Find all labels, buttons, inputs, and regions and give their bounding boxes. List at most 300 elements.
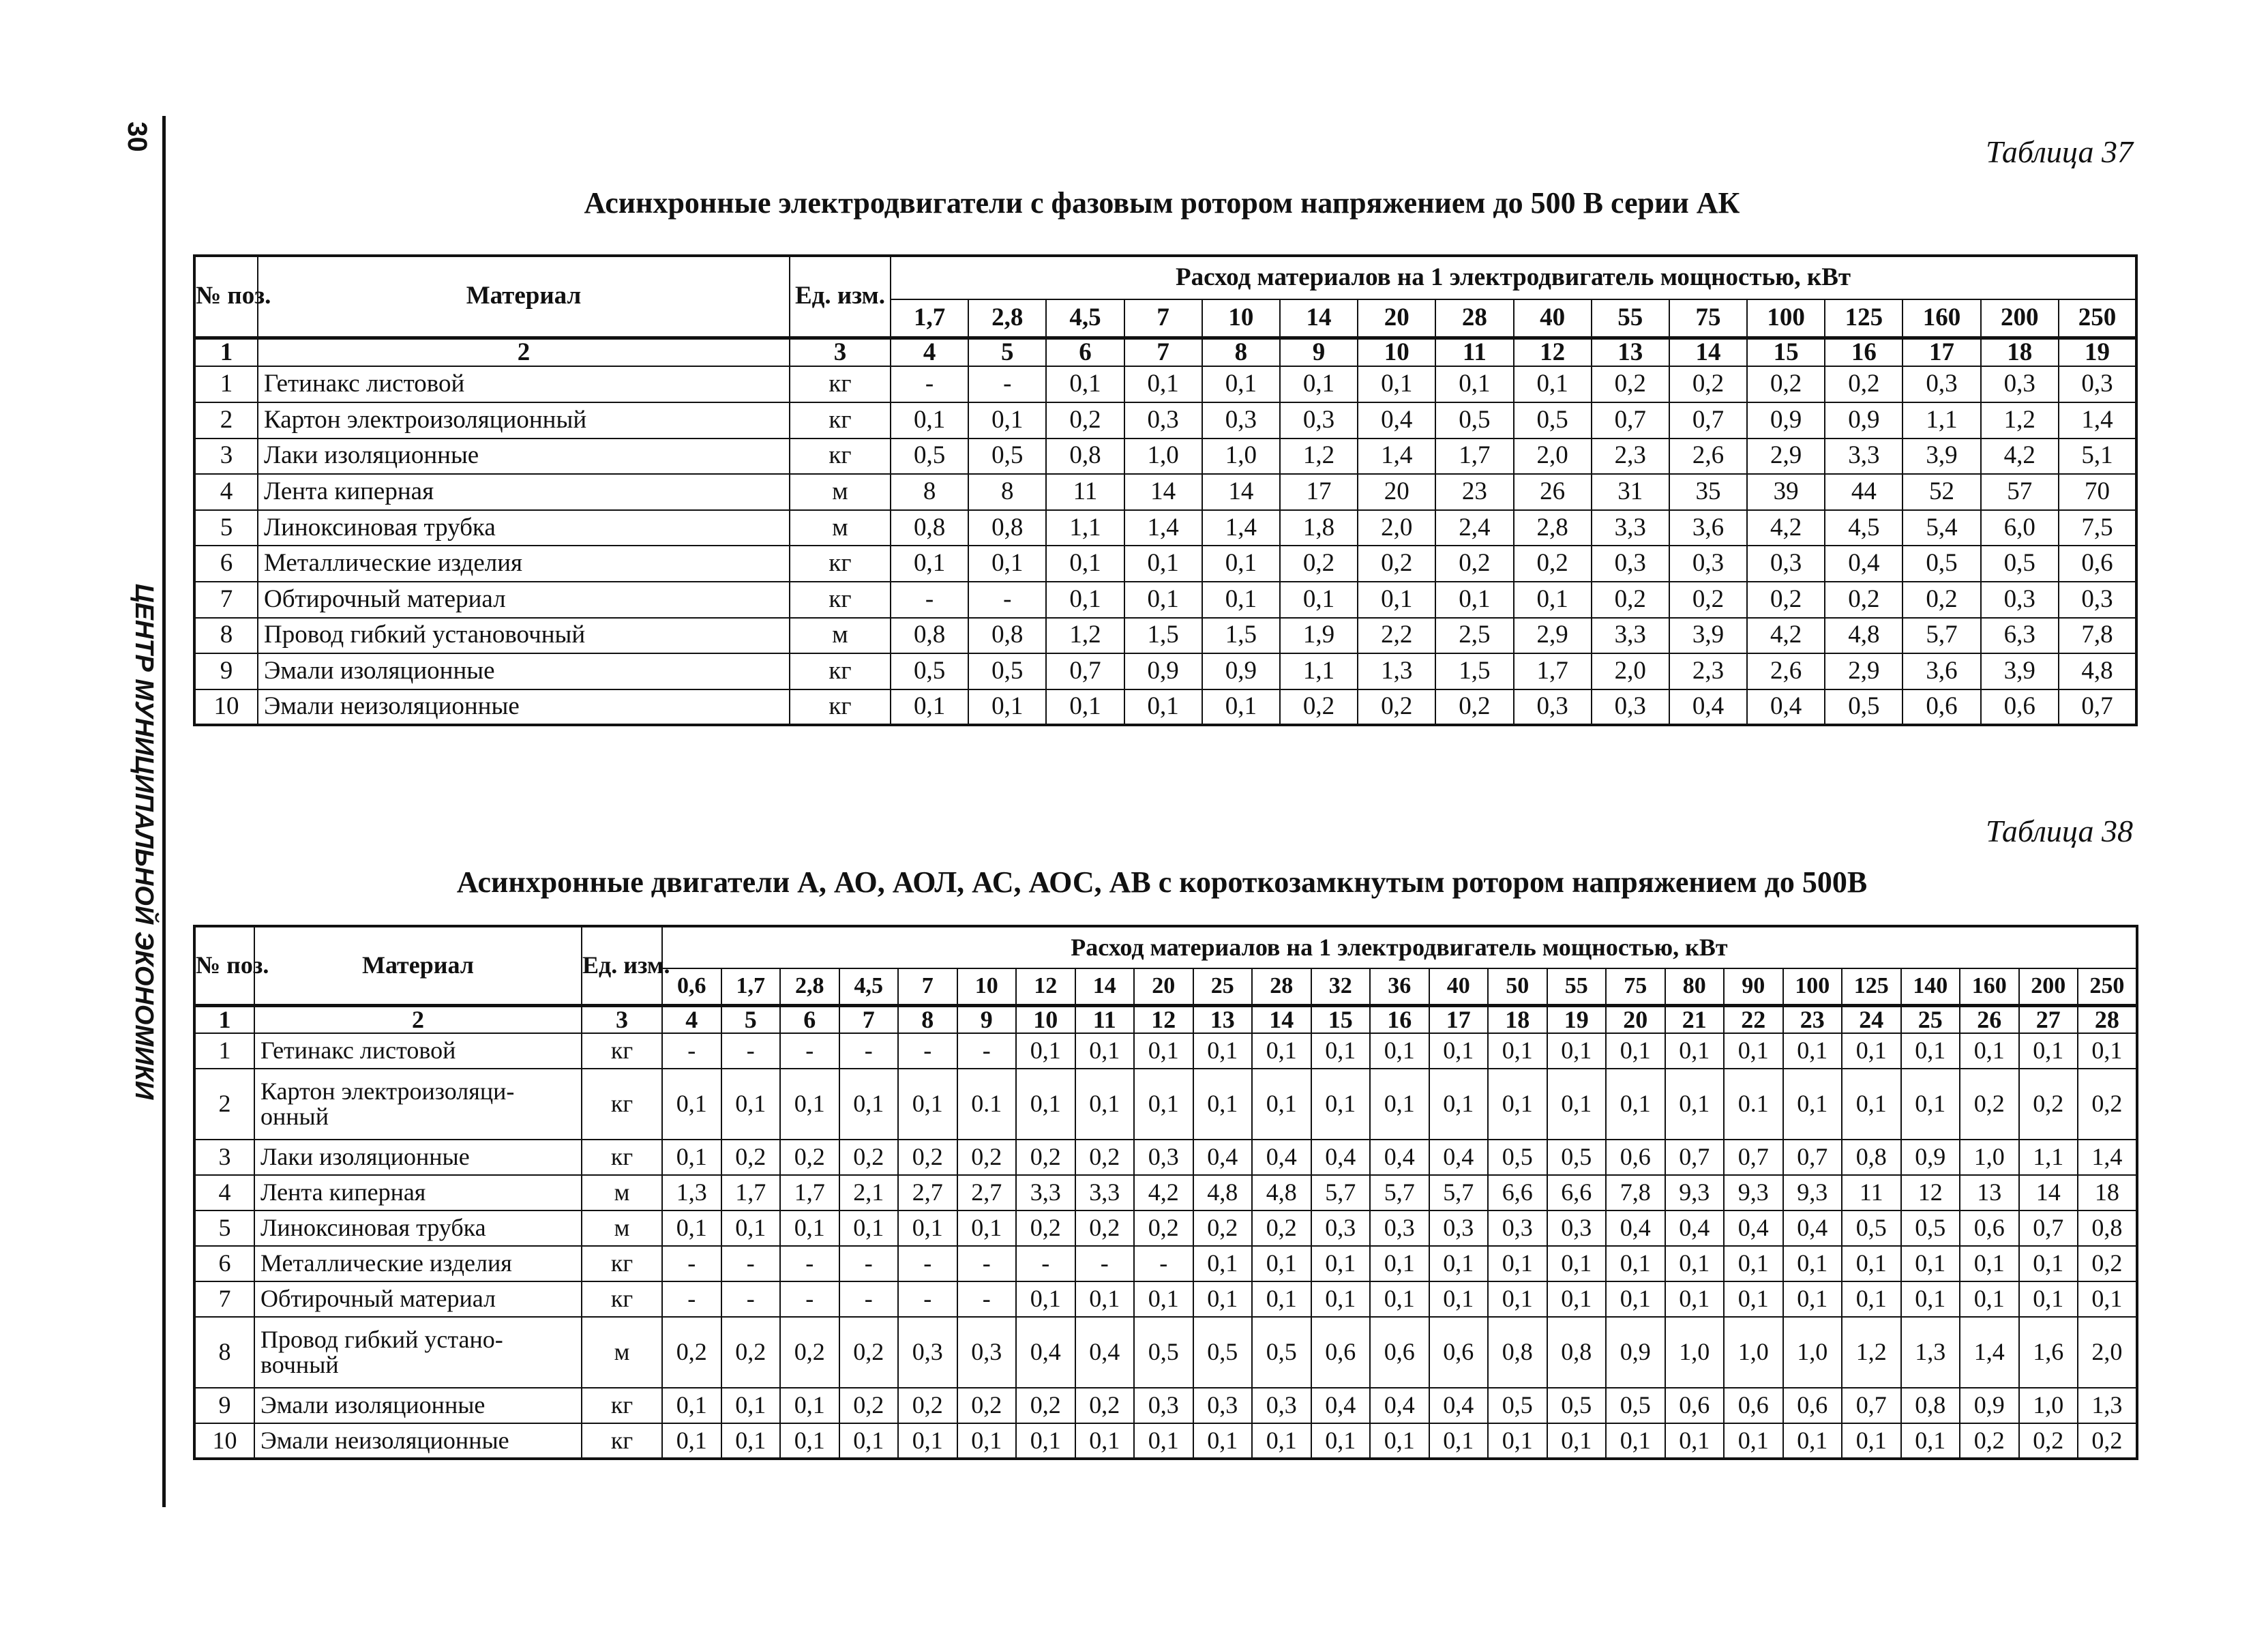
column-number-cell: 27 (2019, 1005, 2078, 1033)
value-cell: 0,2 (780, 1140, 839, 1175)
value-cell: 0,1 (1046, 582, 1124, 618)
value-cell: 0,1 (1488, 1069, 1547, 1140)
value-cell: 0,7 (1046, 653, 1124, 689)
column-number-cell: 12 (1134, 1005, 1193, 1033)
value-cell: 0,3 (1134, 1140, 1193, 1175)
value-cell: 0,1 (1488, 1033, 1547, 1069)
value-cell: 0,5 (1435, 402, 1513, 439)
value-cell: 0,5 (1193, 1317, 1253, 1388)
table-38-label: Таблица 38 (1985, 814, 2133, 848)
value-cell: 0,2 (1016, 1388, 1075, 1423)
power-cell: 2,8 (780, 968, 839, 1005)
value-cell: 0,5 (1134, 1317, 1193, 1388)
value-cell: - (721, 1033, 781, 1069)
column-number-cell: 26 (1960, 1005, 2019, 1033)
value-cell: 0,1 (1134, 1033, 1193, 1069)
value-cell: 0,1 (1358, 582, 1435, 618)
value-cell: 0,2 (839, 1317, 899, 1388)
value-cell: 0,2 (1747, 366, 1825, 402)
column-number-cell: 15 (1747, 338, 1825, 366)
value-cell: 0,1 (1193, 1033, 1253, 1069)
value-cell: 2,2 (1358, 618, 1435, 654)
value-cell: 0,5 (1514, 402, 1592, 439)
value-cell: 0,1 (721, 1423, 781, 1459)
value-cell: 0,1 (1606, 1246, 1665, 1281)
row-pos: 8 (194, 618, 258, 654)
value-cell: 0,4 (1311, 1388, 1371, 1423)
value-cell: 0,2 (1592, 366, 1669, 402)
row-material: Линоксиновая трубка (254, 1210, 582, 1246)
value-cell: 0,3 (1514, 689, 1592, 726)
value-cell: 0,1 (1124, 546, 1202, 582)
value-cell: 0.1 (957, 1069, 1017, 1140)
value-cell: 0,1 (1665, 1281, 1725, 1317)
value-cell: 1,1 (1280, 653, 1358, 689)
power-cell: 90 (1724, 968, 1783, 1005)
value-cell: 9,3 (1724, 1175, 1783, 1210)
value-cell: 0,3 (1193, 1388, 1253, 1423)
value-cell: 0,1 (898, 1069, 957, 1140)
value-cell: 0,1 (1202, 366, 1280, 402)
value-cell: 0,2 (1016, 1140, 1075, 1175)
value-cell: 0,1 (1370, 1246, 1429, 1281)
value-cell: 0,1 (1124, 689, 1202, 726)
value-cell: 2,0 (2078, 1317, 2137, 1388)
value-cell: 0,6 (1783, 1388, 1842, 1423)
value-cell: 0,2 (1280, 689, 1358, 726)
value-cell: 1,0 (2019, 1388, 2078, 1423)
column-number-cell: 6 (780, 1005, 839, 1033)
value-cell: 0,4 (1783, 1210, 1842, 1246)
value-cell: 0,1 (1429, 1069, 1489, 1140)
row-unit: м (790, 474, 891, 510)
row-pos: 10 (194, 689, 258, 726)
row-material: Провод гибкий установочный (258, 618, 790, 654)
value-cell: 0,2 (1825, 366, 1903, 402)
table-row (194, 618, 2136, 654)
value-cell: - (968, 582, 1046, 618)
row-pos: 5 (194, 510, 258, 546)
value-cell: 0,4 (1429, 1140, 1489, 1175)
value-cell: 0,2 (2019, 1069, 2078, 1140)
column-number-cell: 4 (662, 1005, 721, 1033)
value-cell: 8 (968, 474, 1046, 510)
value-cell: 0,3 (1429, 1210, 1489, 1246)
value-cell: - (968, 366, 1046, 402)
table-row (194, 1388, 2137, 1423)
column-number-cell: 9 (1280, 338, 1358, 366)
value-cell: 6,0 (1981, 510, 2059, 546)
table-row (194, 1210, 2137, 1246)
column-number-cell: 11 (1075, 1005, 1135, 1033)
column-number-cell: 16 (1370, 1005, 1429, 1033)
value-cell: - (891, 366, 968, 402)
row-pos: 6 (194, 1246, 254, 1281)
value-cell: 0,1 (839, 1423, 899, 1459)
value-cell: 0,2 (1514, 546, 1592, 582)
value-cell: 0,1 (1901, 1281, 1960, 1317)
column-number-cell: 25 (1901, 1005, 1960, 1033)
value-cell: 3,9 (1903, 439, 1980, 475)
value-cell: 13 (1960, 1175, 2019, 1210)
side-rule (162, 116, 166, 1507)
value-cell: 0,8 (891, 510, 968, 546)
row-material: Обтирочный материал (254, 1281, 582, 1317)
value-cell: 1,0 (1960, 1140, 2019, 1175)
row-material: Эмали изоляционные (258, 653, 790, 689)
value-cell: 0,5 (1547, 1388, 1607, 1423)
value-cell: 4,8 (1193, 1175, 1253, 1210)
row-pos: 9 (194, 653, 258, 689)
value-cell: 0,1 (2019, 1246, 2078, 1281)
row-pos: 9 (194, 1388, 254, 1423)
row-unit: м (790, 510, 891, 546)
power-cell: 55 (1592, 299, 1669, 338)
value-cell: 0,1 (1280, 582, 1358, 618)
value-cell: 0,1 (1134, 1423, 1193, 1459)
value-cell: 0,1 (1016, 1033, 1075, 1069)
value-cell: 0,1 (1252, 1246, 1311, 1281)
power-cell: 55 (1547, 968, 1607, 1005)
value-cell: 0,1 (1075, 1033, 1135, 1069)
row-pos: 3 (194, 439, 258, 475)
value-cell: 0,1 (1134, 1281, 1193, 1317)
value-cell: 0,7 (2019, 1210, 2078, 1246)
column-number-cell: 18 (1981, 338, 2059, 366)
column-number-cell: 16 (1825, 338, 1903, 366)
table-row (194, 510, 2136, 546)
value-cell: 0,1 (1783, 1281, 1842, 1317)
value-cell: 0,1 (1193, 1423, 1253, 1459)
value-cell: - (662, 1281, 721, 1317)
table-row (194, 689, 2136, 726)
value-cell: 0,6 (2059, 546, 2136, 582)
value-cell: 2,6 (1669, 439, 1747, 475)
value-cell: 1,7 (780, 1175, 839, 1210)
value-cell: - (957, 1281, 1017, 1317)
value-cell: 0,1 (1514, 582, 1592, 618)
value-cell: 0,1 (1547, 1033, 1607, 1069)
value-cell: 0,2 (1358, 689, 1435, 726)
row-unit: м (582, 1175, 662, 1210)
value-cell: 1,5 (1124, 618, 1202, 654)
value-cell: 5,7 (1903, 618, 1980, 654)
row-unit: кг (790, 582, 891, 618)
value-cell: 0,6 (1903, 689, 1980, 726)
value-cell: 0,3 (1547, 1210, 1607, 1246)
value-cell: 0,1 (1075, 1069, 1135, 1140)
row-unit: кг (582, 1423, 662, 1459)
column-number-cell: 20 (1606, 1005, 1665, 1033)
value-cell: 0,4 (1370, 1388, 1429, 1423)
value-cell: 0,1 (1202, 689, 1280, 726)
column-number-cell: 12 (1514, 338, 1592, 366)
value-cell: 0,1 (1488, 1423, 1547, 1459)
value-cell: 2,5 (1435, 618, 1513, 654)
table-row (194, 1281, 2137, 1317)
table-row (194, 439, 2136, 475)
row-unit: м (582, 1317, 662, 1388)
value-cell: 7,8 (1606, 1175, 1665, 1210)
value-cell: 23 (1435, 474, 1513, 510)
value-cell: 0,3 (898, 1317, 957, 1388)
value-cell: 0,1 (968, 402, 1046, 439)
value-cell: 0,2 (1075, 1210, 1135, 1246)
value-cell: 2,0 (1514, 439, 1592, 475)
value-cell: 0,1 (1901, 1246, 1960, 1281)
value-cell: 3,6 (1669, 510, 1747, 546)
value-cell: 0,2 (1435, 546, 1513, 582)
value-cell: 0,5 (1825, 689, 1903, 726)
value-cell: 31 (1592, 474, 1669, 510)
value-cell: 0,2 (1016, 1210, 1075, 1246)
value-cell: 0,1 (1311, 1423, 1371, 1459)
value-cell: 0,1 (1435, 582, 1513, 618)
row-material: Эмали неизоляционные (258, 689, 790, 726)
value-cell: 3,3 (1592, 510, 1669, 546)
value-cell: 0,8 (1488, 1317, 1547, 1388)
value-cell: 6,3 (1981, 618, 2059, 654)
value-cell: 0,1 (957, 1210, 1017, 1246)
value-cell: 0,1 (1783, 1246, 1842, 1281)
column-number-cell: 3 (790, 338, 891, 366)
value-cell: 1,2 (1981, 402, 2059, 439)
value-cell: 0,1 (780, 1423, 839, 1459)
header-consumption: Расход материалов на 1 электродвигатель мощностью, кВт (662, 926, 2137, 968)
value-cell: - (957, 1246, 1017, 1281)
value-cell: 0,4 (1429, 1388, 1489, 1423)
value-cell: 0,1 (968, 546, 1046, 582)
header-consumption: Расход материалов на 1 электродвигатель мощностью, кВт (891, 256, 2136, 299)
value-cell: 2,7 (957, 1175, 1017, 1210)
value-cell: 1,4 (1358, 439, 1435, 475)
power-cell: 160 (1903, 299, 1980, 338)
value-cell: 0,8 (1901, 1388, 1960, 1423)
value-cell: 1,3 (1358, 653, 1435, 689)
row-pos: 3 (194, 1140, 254, 1175)
row-pos: 2 (194, 1069, 254, 1140)
table-row (194, 1317, 2137, 1388)
value-cell: 0,6 (1606, 1140, 1665, 1175)
value-cell: 0,1 (1783, 1423, 1842, 1459)
value-cell: 0,7 (1669, 402, 1747, 439)
value-cell: 0,2 (2019, 1423, 2078, 1459)
row-material: Лаки изоляционные (258, 439, 790, 475)
row-material: Картон электроизоляци-онный (254, 1069, 582, 1140)
value-cell: 0,5 (891, 653, 968, 689)
column-number-cell: 24 (1842, 1005, 1901, 1033)
value-cell: 0,1 (1429, 1246, 1489, 1281)
row-unit: кг (582, 1388, 662, 1423)
table-row (194, 582, 2136, 618)
row-pos: 7 (194, 1281, 254, 1317)
value-cell: 0,1 (1370, 1033, 1429, 1069)
column-number-cell: 13 (1193, 1005, 1253, 1033)
value-cell: 0,1 (1193, 1069, 1253, 1140)
value-cell: 0,6 (1311, 1317, 1371, 1388)
value-cell: 0,1 (839, 1069, 899, 1140)
value-cell: 0,1 (891, 402, 968, 439)
value-cell: - (780, 1246, 839, 1281)
value-cell: 1,0 (1665, 1317, 1725, 1388)
table-row (194, 1033, 2137, 1069)
value-cell: 1,2 (1046, 618, 1124, 654)
value-cell: 0,1 (898, 1210, 957, 1246)
row-unit: кг (790, 546, 891, 582)
column-number-row (194, 338, 2136, 366)
value-cell: 0,2 (957, 1140, 1017, 1175)
power-cell: 20 (1134, 968, 1193, 1005)
value-cell: 20 (1358, 474, 1435, 510)
value-cell: 11 (1046, 474, 1124, 510)
value-cell: 0,5 (891, 439, 968, 475)
value-cell: 0,8 (891, 618, 968, 654)
value-cell: 0,3 (1903, 366, 1980, 402)
row-material: Лента киперная (258, 474, 790, 510)
header-material: Материал (258, 256, 790, 338)
value-cell: 0,1 (1960, 1033, 2019, 1069)
value-cell: 0,2 (1669, 366, 1747, 402)
value-cell: 0,8 (968, 618, 1046, 654)
column-number-cell: 1 (194, 1005, 254, 1033)
value-cell: 0,3 (2059, 366, 2136, 402)
value-cell: 1,3 (2078, 1388, 2137, 1423)
value-cell: 0,4 (1724, 1210, 1783, 1246)
value-cell: 0,4 (1747, 689, 1825, 726)
value-cell: 0,4 (1016, 1317, 1075, 1388)
value-cell: 0,7 (1665, 1140, 1725, 1175)
value-cell: 4,2 (1981, 439, 2059, 475)
power-cell: 7 (1124, 299, 1202, 338)
value-cell: 9,3 (1665, 1175, 1725, 1210)
value-cell: 18 (2078, 1175, 2137, 1210)
value-cell: 0,5 (1606, 1388, 1665, 1423)
column-number-cell: 15 (1311, 1005, 1371, 1033)
power-cell: 36 (1370, 968, 1429, 1005)
value-cell: 3,3 (1592, 618, 1669, 654)
value-cell: 0,2 (2078, 1069, 2137, 1140)
value-cell: 0,7 (2059, 689, 2136, 726)
value-cell: 0,1 (1016, 1069, 1075, 1140)
value-cell: 0,1 (662, 1069, 721, 1140)
value-cell: 0,4 (1370, 1140, 1429, 1175)
value-cell: 2,7 (898, 1175, 957, 1210)
value-cell: 0,1 (1842, 1423, 1901, 1459)
value-cell: - (780, 1033, 839, 1069)
power-cell: 200 (1981, 299, 2059, 338)
value-cell: 0,6 (1429, 1317, 1489, 1388)
value-cell: 0,1 (2019, 1033, 2078, 1069)
value-cell: 1,1 (1046, 510, 1124, 546)
value-cell: 14 (1202, 474, 1280, 510)
value-cell: 1,0 (1724, 1317, 1783, 1388)
value-cell: 0,3 (2059, 582, 2136, 618)
table-row (194, 1246, 2137, 1281)
value-cell: 0,5 (1981, 546, 2059, 582)
power-cell: 25 (1193, 968, 1253, 1005)
value-cell: 0,8 (1547, 1317, 1607, 1388)
table-row (194, 1069, 2137, 1140)
value-cell: 3,3 (1075, 1175, 1135, 1210)
value-cell: 0,2 (1960, 1423, 2019, 1459)
value-cell: - (1016, 1246, 1075, 1281)
value-cell: 0,1 (1901, 1423, 1960, 1459)
value-cell: 0,2 (839, 1140, 899, 1175)
value-cell: 0,2 (898, 1140, 957, 1175)
value-cell: 57 (1981, 474, 2059, 510)
row-pos: 1 (194, 1033, 254, 1069)
power-cell: 1,7 (891, 299, 968, 338)
value-cell: 0,4 (1825, 546, 1903, 582)
value-cell: - (898, 1033, 957, 1069)
value-cell: 5,7 (1370, 1175, 1429, 1210)
side-caption: ЦЕНТР МУНИЦИПАЛЬНОЙ ЭКОНОМИКИ (130, 583, 158, 1100)
value-cell: 0,1 (1134, 1069, 1193, 1140)
column-number-cell: 23 (1783, 1005, 1842, 1033)
value-cell: 0,2 (1075, 1140, 1135, 1175)
power-cell: 1,7 (721, 968, 781, 1005)
value-cell: 5,7 (1429, 1175, 1489, 1210)
row-material: Эмали неизоляционные (254, 1423, 582, 1459)
row-unit: кг (790, 653, 891, 689)
value-cell: 1,9 (1280, 618, 1358, 654)
value-cell: 0,1 (1124, 582, 1202, 618)
value-cell: 2,1 (839, 1175, 899, 1210)
column-number-cell: 13 (1592, 338, 1669, 366)
value-cell: 0,1 (662, 1388, 721, 1423)
value-cell: 6,6 (1547, 1175, 1607, 1210)
value-cell: 0,1 (1606, 1281, 1665, 1317)
value-cell: - (898, 1281, 957, 1317)
value-cell: 0,3 (1488, 1210, 1547, 1246)
value-cell: 0,1 (1193, 1246, 1253, 1281)
column-number-cell: 3 (582, 1005, 662, 1033)
value-cell: 0,1 (780, 1388, 839, 1423)
value-cell: 0,2 (839, 1388, 899, 1423)
value-cell: 0,7 (1724, 1140, 1783, 1175)
value-cell: 0,3 (1370, 1210, 1429, 1246)
column-number-cell: 7 (839, 1005, 899, 1033)
value-cell: 0,5 (968, 653, 1046, 689)
value-cell: 1,7 (721, 1175, 781, 1210)
value-cell: 0,2 (1280, 546, 1358, 582)
value-cell: 1,0 (1202, 439, 1280, 475)
row-material: Металлические изделия (254, 1246, 582, 1281)
value-cell: 0,8 (2078, 1210, 2137, 1246)
value-cell: 2,3 (1592, 439, 1669, 475)
value-cell: 0,3 (1592, 546, 1669, 582)
value-cell: 0,9 (1901, 1140, 1960, 1175)
row-material: Эмали изоляционные (254, 1388, 582, 1423)
value-cell: 1,2 (1842, 1317, 1901, 1388)
value-cell: 1,3 (662, 1175, 721, 1210)
value-cell: 2,9 (1747, 439, 1825, 475)
value-cell: 1,4 (1960, 1317, 2019, 1388)
value-cell: 0,1 (721, 1388, 781, 1423)
value-cell: 0,1 (2078, 1281, 2137, 1317)
column-number-cell: 18 (1488, 1005, 1547, 1033)
value-cell: 3,6 (1903, 653, 1980, 689)
value-cell: - (780, 1281, 839, 1317)
value-cell: 0,1 (1370, 1069, 1429, 1140)
value-cell: 0,4 (1606, 1210, 1665, 1246)
power-cell: 80 (1665, 968, 1725, 1005)
value-cell: 0,2 (1669, 582, 1747, 618)
value-cell: 1,6 (2019, 1317, 2078, 1388)
value-cell: 0,1 (1046, 546, 1124, 582)
value-cell: 0,1 (1547, 1281, 1607, 1317)
value-cell: 0,1 (1606, 1423, 1665, 1459)
